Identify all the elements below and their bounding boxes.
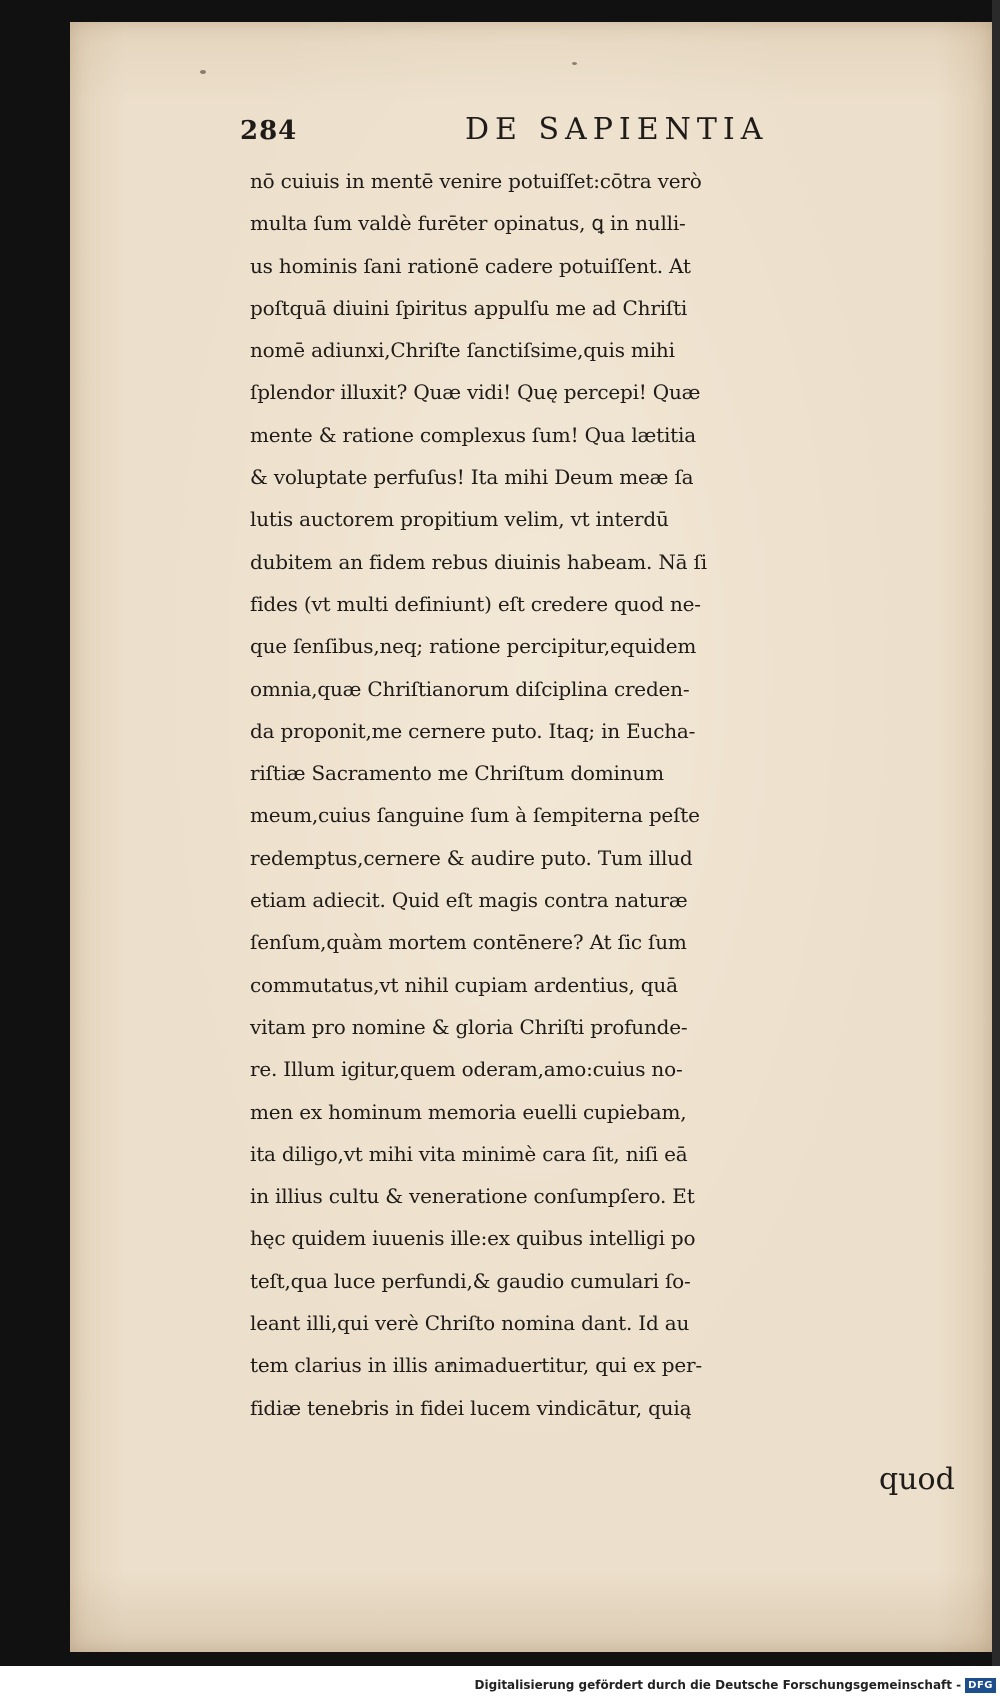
running-title: DE SAPIENTIA bbox=[465, 112, 769, 147]
text-line: da proponit,me cernere puto. Itaq; in Eucha- bbox=[250, 718, 696, 743]
text-line: omnia,quæ Chriſtianorum diſciplina creden- bbox=[250, 676, 690, 701]
catchword: quod bbox=[879, 1462, 955, 1497]
text-line: men ex hominum memoria euelli cupiebam, bbox=[250, 1099, 687, 1124]
text-line: commutatus,vt nihil cupiam ardentius, quā bbox=[250, 972, 678, 997]
text-line: lutis auctorem propitium velim, vt interdū bbox=[250, 507, 669, 532]
text-line: multa ſum valdè furēter opinatus, ꝗ in nulli- bbox=[250, 211, 686, 236]
text-line: fidiæ tenebris in fidei lucem vindicātur, quią bbox=[250, 1395, 692, 1420]
text-line: re. Illum igitur,quem oderam,amo:cuius no- bbox=[250, 1057, 683, 1082]
text-line: & voluptate perfuſus! Ita mihi Deum meæ ſa bbox=[250, 465, 694, 490]
text-line: que ſenſibus,neq; ratione percipitur,equidem bbox=[250, 634, 697, 659]
text-line: tem clarius in illis animaduertitur, qui ex per- bbox=[250, 1353, 702, 1378]
text-line: nomē adiunxi,Chriſte ſanctiſsime,quis mihi bbox=[250, 338, 675, 363]
credit-text: Digitalisierung gefördert durch die Deutsche Forschungsgemeinschaft - bbox=[474, 1678, 962, 1692]
text-line: vitam pro nomine & gloria Chriſti profunde- bbox=[250, 1014, 688, 1039]
text-line: ita diligo,vt mihi vita minimè cara ſit, niſi eā bbox=[250, 1141, 688, 1166]
dfg-logo: DFG bbox=[965, 1678, 996, 1693]
text-line: poſtquā diuini ſpiritus appulſu me ad Chriſti bbox=[250, 295, 688, 320]
body-text bbox=[250, 160, 950, 1429]
paper-speck bbox=[572, 62, 577, 65]
running-header bbox=[240, 112, 800, 152]
text-line: hęc quidem iuuenis ille:ex quibus intelligi po bbox=[250, 1226, 696, 1251]
text-line: etiam adiecit. Quid eſt magis contra naturæ bbox=[250, 888, 688, 913]
paper-speck bbox=[200, 70, 206, 74]
text-line: dubitem an fidem rebus diuinis habeam. Nā ſi bbox=[250, 549, 707, 574]
digitization-credit bbox=[475, 1674, 996, 1696]
text-line: leant illi,qui verè Chriſto nomina dant. Id au bbox=[250, 1311, 690, 1336]
text-line: teſt,qua luce perfundi,& gaudio cumulari ſo- bbox=[250, 1268, 691, 1293]
text-line: mente & ratione complexus ſum! Qua lætitia bbox=[250, 422, 696, 447]
book-edge bbox=[992, 0, 1000, 1666]
text-line: nō cuiuis in mentē venire potuiſſet:cōtra verò bbox=[250, 169, 702, 193]
text-line: us hominis ſani rationē cadere potuiſſent. At bbox=[250, 253, 691, 278]
text-line: in illius cultu & veneratione conſumpſero. Et bbox=[250, 1184, 695, 1209]
text-line: redemptus,cernere & audire puto. Tum illud bbox=[250, 845, 693, 870]
text-line: fides (vt multi definiunt) eſt credere quod ne- bbox=[250, 591, 701, 616]
text-line: ſenſum,quàm mortem contēnere? At ſic ſum bbox=[250, 930, 687, 955]
text-line: ſplendor illuxit? Quæ vidi! Quę percepi! Quæ bbox=[250, 380, 701, 405]
text-line: meum,cuius ſanguine ſum à ſempiterna peſte bbox=[250, 803, 700, 828]
page-number: 284 bbox=[240, 116, 298, 146]
text-line: riſtiæ Sacramento me Chriſtum dominum bbox=[250, 761, 664, 786]
